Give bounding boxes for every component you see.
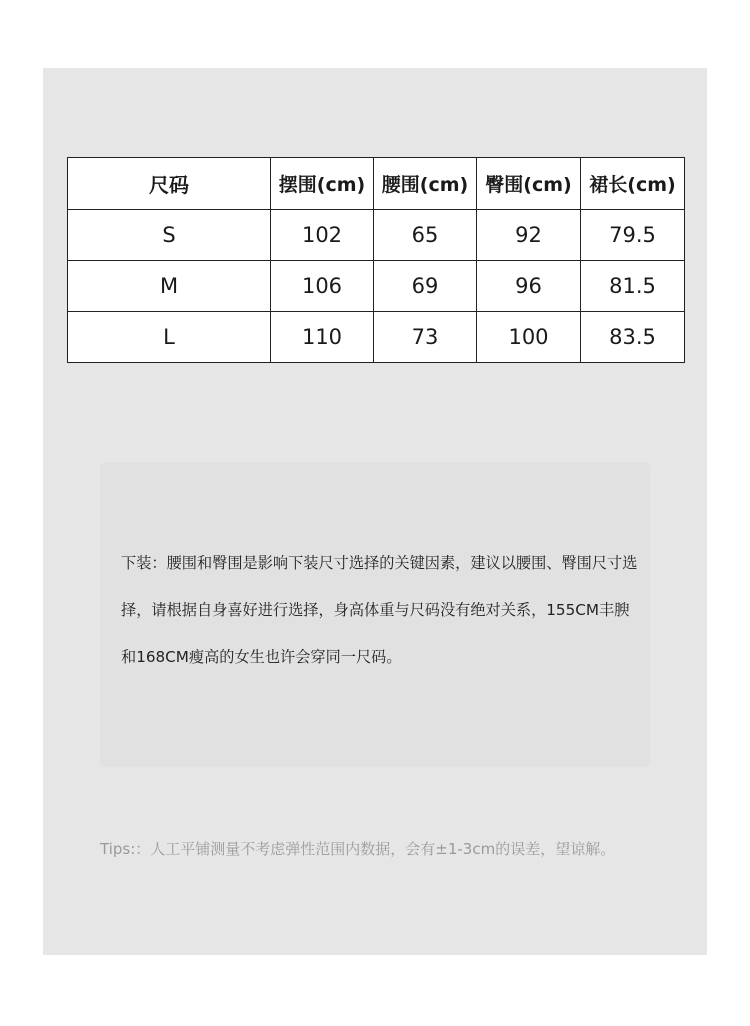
table-cell-waist: 65 (374, 210, 477, 261)
table-cell-hem: 106 (271, 261, 374, 312)
table-cell-waist: 73 (374, 312, 477, 363)
table-row (68, 210, 685, 261)
table-cell-size: M (68, 261, 271, 312)
table-cell-size: S (68, 210, 271, 261)
table-cell-length: 81.5 (581, 261, 685, 312)
size-chart-table (67, 157, 685, 363)
header-waist: 腰围(cm) (374, 158, 477, 210)
header-size: 尺码 (68, 158, 271, 210)
table-header-row (68, 158, 685, 210)
table-cell-hip: 92 (477, 210, 581, 261)
table-cell-hip: 100 (477, 312, 581, 363)
table-cell-size: L (68, 312, 271, 363)
table-row (68, 261, 685, 312)
header-hem-circumference: 摆围(cm) (271, 158, 374, 210)
table-cell-length: 83.5 (581, 312, 685, 363)
header-skirt-length: 裙长(cm) (581, 158, 685, 210)
size-advice-text: 下装：腰围和臀围是影响下装尺寸选择的关键因素，建议以腰围、臀围尺寸选择，请根据自身喜好进行选择，身高体重与尺码没有绝对关系，155CM丰腴和168CM瘦高的女生也许会穿同一尺码。 (121, 554, 638, 666)
table-row (68, 312, 685, 363)
table-cell-length: 79.5 (581, 210, 685, 261)
table-cell-waist: 69 (374, 261, 477, 312)
size-advice-box (100, 462, 650, 767)
header-hip: 臀围(cm) (477, 158, 581, 210)
measurement-tips: Tips:：人工平铺测量不考虑弹性范围内数据，会有±1-3cm的误差，望谅解。 (100, 840, 616, 858)
table-cell-hem: 110 (271, 312, 374, 363)
table-cell-hem: 102 (271, 210, 374, 261)
table-cell-hip: 96 (477, 261, 581, 312)
